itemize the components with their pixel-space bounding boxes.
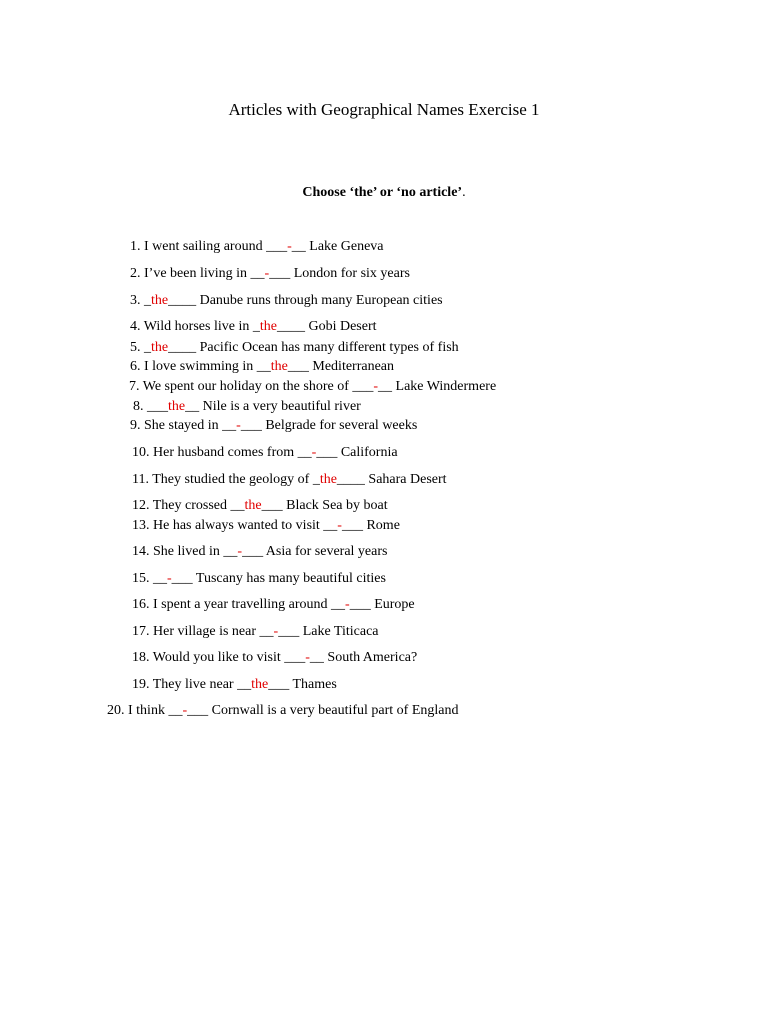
blank-suffix: ___ [287, 359, 309, 374]
item-text-after: Lake Geneva [305, 239, 384, 254]
item-text-before: Wild horses live in [143, 319, 253, 334]
blank-suffix: ___ [171, 571, 193, 586]
blank-suffix: ____ [168, 340, 197, 355]
item-number: 4. [130, 319, 141, 334]
blank-prefix: __ [259, 624, 274, 639]
item-number: 14. [132, 544, 150, 559]
item-text-after: Tuscany has many beautiful cities [192, 571, 386, 586]
answer-text: the [251, 677, 269, 692]
item-number: 19. [132, 677, 150, 692]
item-text-before: They crossed [152, 498, 231, 513]
instruction [0, 185, 768, 201]
exercise-item [132, 649, 417, 667]
blank-prefix: __ [223, 544, 238, 559]
blank-suffix: ___ [278, 624, 300, 639]
item-text-before: They live near [152, 677, 238, 692]
answer-text: - [337, 518, 342, 533]
blank-prefix: __ [222, 418, 237, 433]
blank-prefix: _ [252, 319, 260, 334]
blank-suffix: __ [291, 239, 306, 254]
item-text-after: Asia for several years [263, 544, 388, 559]
exercise-item [132, 444, 398, 462]
item-text-after: Mediterranean [308, 359, 395, 374]
blank-prefix: __ [250, 266, 265, 281]
blank-suffix: ____ [276, 319, 305, 334]
item-text-before: We spent our holiday on the shore of [142, 379, 353, 394]
answer-text: - [167, 571, 172, 586]
item-number: 3. [130, 293, 141, 308]
item-text-before: He has always wanted to visit [153, 518, 324, 533]
answer-text: - [273, 624, 279, 639]
blank-prefix: __ [323, 518, 338, 533]
answer-text: - [264, 266, 270, 281]
answer-text: the [319, 472, 337, 487]
item-text-after: Rome [362, 518, 400, 533]
blank-prefix: ___ [352, 379, 374, 394]
blank-prefix: __ [153, 571, 167, 586]
item-text-after: Black Sea by boat [282, 498, 388, 513]
answer-text: - [237, 544, 243, 559]
item-text-after: Belgrade for several weeks [261, 418, 418, 433]
item-number: 13. [132, 518, 150, 533]
blank-prefix: _ [144, 293, 151, 308]
answer-text: - [311, 445, 317, 460]
item-text-after: London for six years [290, 266, 410, 281]
blank-suffix: ___ [261, 498, 283, 513]
item-number: 5. [130, 340, 141, 355]
blank-suffix: ___ [240, 418, 262, 433]
blank-prefix: _ [144, 340, 151, 355]
item-text-before: They studied the geology of [152, 472, 313, 487]
item-number: 20. [107, 703, 125, 718]
instruction-text: Choose ‘the’ or ‘no article’ [302, 185, 463, 200]
exercise-item [133, 398, 361, 416]
item-text-before: I’ve been living in [144, 266, 251, 281]
exercise-item [132, 570, 386, 588]
blank-suffix: ___ [349, 597, 371, 612]
answer-text: - [305, 650, 310, 665]
item-text-before: Her village is near [153, 624, 260, 639]
item-text-after: Gobi Desert [304, 319, 377, 334]
blank-prefix: __ [168, 703, 183, 718]
exercise-item [132, 543, 387, 561]
item-text-before: She stayed in [144, 418, 223, 433]
exercise-item [130, 417, 417, 435]
item-number: 16. [132, 597, 150, 612]
item-number: 15. [132, 571, 150, 586]
exercise-item [132, 517, 400, 535]
exercise-item [130, 339, 459, 357]
answer-text: the [244, 498, 262, 513]
answer-text: the [259, 319, 277, 334]
blank-suffix: ____ [168, 293, 197, 308]
blank-suffix: ___ [268, 677, 290, 692]
blank-suffix: ___ [269, 266, 291, 281]
answer-text: the [270, 359, 288, 374]
answer-text: - [236, 418, 241, 433]
item-text-before: Her husband comes from [153, 445, 298, 460]
answer-text: the [168, 399, 186, 414]
item-number: 10. [132, 445, 150, 460]
blank-prefix: ___ [266, 239, 288, 254]
item-text-after: Lake Windermere [392, 379, 497, 394]
exercise-item [130, 318, 377, 336]
exercise-item [132, 471, 447, 489]
item-text-after: Cornwall is a very beautiful part of England [208, 703, 459, 718]
blank-suffix: __ [378, 379, 393, 394]
item-text-before: She lived in [153, 544, 224, 559]
blank-prefix: ___ [147, 399, 168, 414]
blank-suffix: ___ [242, 544, 264, 559]
blank-prefix: __ [230, 498, 245, 513]
item-number: 18. [132, 650, 150, 665]
exercise-item [132, 596, 415, 614]
item-number: 12. [132, 498, 150, 513]
item-text-after: Pacific Ocean has many different types of fish [196, 340, 459, 355]
exercise-item [130, 265, 410, 283]
blank-prefix: _ [312, 472, 320, 487]
answer-text: - [345, 597, 350, 612]
item-number: 17. [132, 624, 150, 639]
blank-suffix: ___ [341, 518, 363, 533]
exercise-item [132, 676, 337, 694]
blank-suffix: ___ [316, 445, 338, 460]
item-text-after: Europe [370, 597, 415, 612]
blank-suffix: __ [185, 399, 200, 414]
item-number: 6. [130, 359, 141, 374]
answer-text: - [287, 239, 292, 254]
answer-text: - [182, 703, 188, 718]
item-number: 11. [132, 472, 149, 487]
blank-prefix: __ [331, 597, 346, 612]
item-number: 1. [130, 239, 141, 254]
exercise-item [130, 358, 394, 376]
item-text-before: I went sailing around [144, 239, 267, 254]
exercise-item [129, 378, 496, 396]
blank-suffix: __ [309, 650, 324, 665]
page-title: Articles with Geographical Names Exercise 1 [228, 100, 540, 119]
item-number: 2. [130, 266, 141, 281]
item-text-before: Would you like to visit [152, 650, 285, 665]
blank-prefix: __ [237, 677, 252, 692]
item-text-after: South America? [323, 650, 418, 665]
blank-suffix: ___ [187, 703, 209, 718]
blank-suffix: ____ [336, 472, 365, 487]
blank-prefix: __ [256, 359, 271, 374]
item-text-after: Thames [289, 677, 337, 692]
item-number: 9. [130, 418, 141, 433]
exercise-item [130, 238, 384, 256]
item-number: 8. [133, 399, 144, 414]
answer-text: - [373, 379, 379, 394]
exercise-item [130, 292, 443, 310]
instruction-period: . [462, 185, 466, 200]
answer-text: the [151, 340, 169, 355]
item-text-before: I spent a year travelling around [153, 597, 332, 612]
item-text-after: Danube runs through many European cities [196, 293, 443, 308]
item-text-after: Nile is a very beautiful river [199, 399, 361, 414]
item-number: 7. [129, 379, 140, 394]
answer-text: the [151, 293, 169, 308]
item-text-after: California [337, 445, 398, 460]
exercise-item [107, 702, 459, 720]
blank-prefix: __ [297, 445, 312, 460]
item-text-after: Lake Titicaca [299, 624, 379, 639]
exercise-item [132, 623, 379, 641]
item-text-before: I love swimming in [144, 359, 257, 374]
item-text-after: Sahara Desert [364, 472, 447, 487]
exercise-item [132, 497, 388, 515]
item-text-before: I think [128, 703, 169, 718]
blank-prefix: ___ [284, 650, 306, 665]
